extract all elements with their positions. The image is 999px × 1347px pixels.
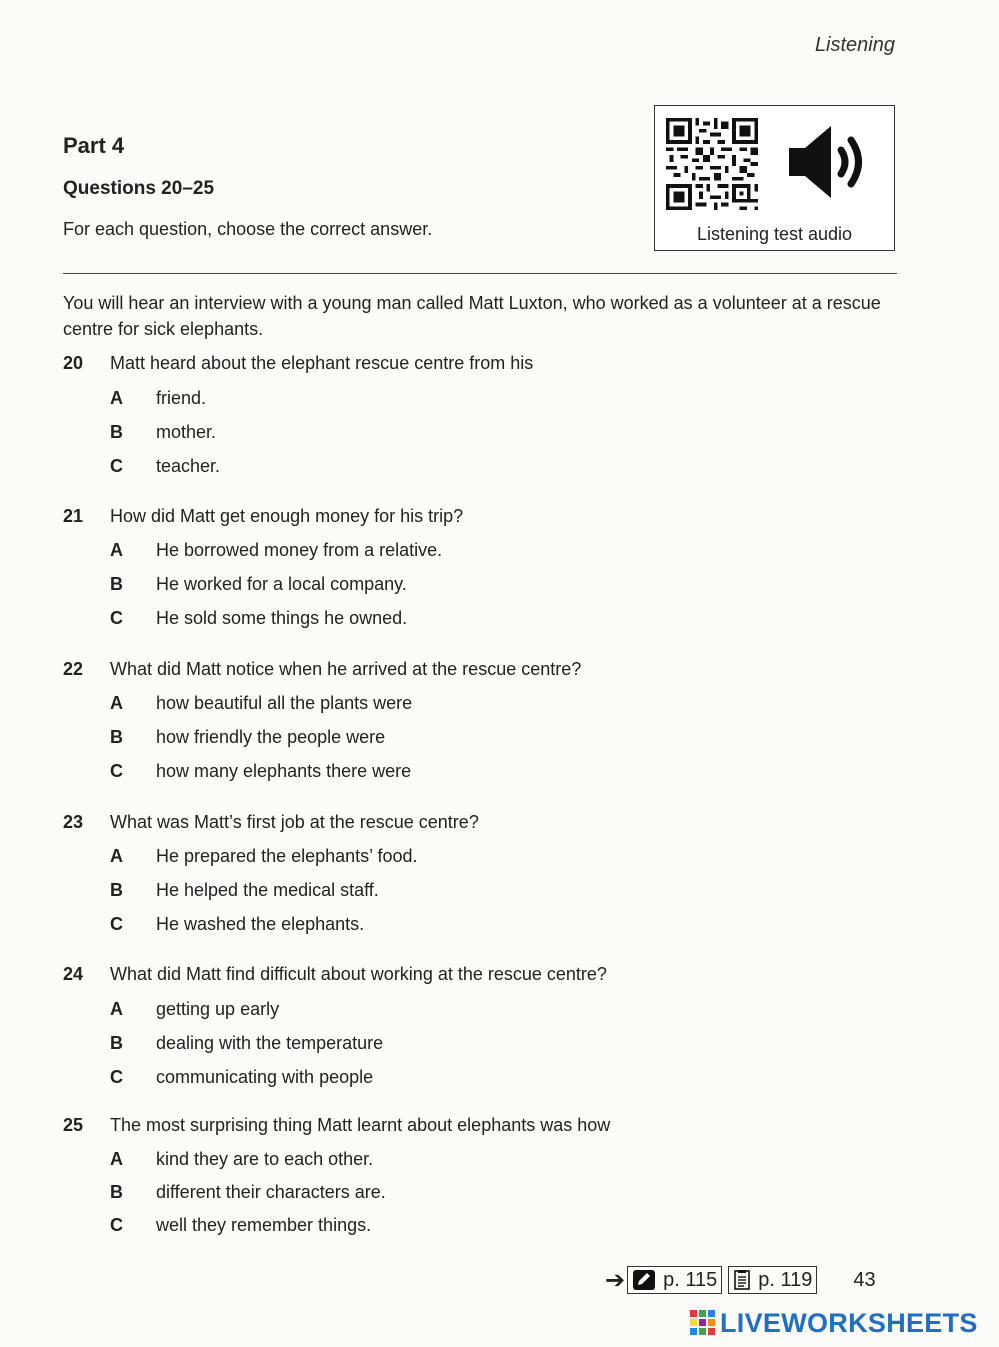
option-letter[interactable]: A [110, 693, 123, 713]
option-text[interactable]: He worked for a local company. [156, 574, 407, 594]
question-text: Matt heard about the elephant rescue centre from his [110, 353, 534, 373]
option-letter[interactable]: B [110, 574, 123, 594]
option-text[interactable]: dealing with the temperature [156, 1033, 384, 1053]
option-text[interactable]: how friendly the people were [156, 727, 386, 747]
option-letter[interactable]: A [110, 846, 123, 866]
question-text: What did Matt notice when he arrived at the rescue centre? [110, 659, 582, 679]
option-letter[interactable]: C [110, 761, 123, 781]
option-text[interactable]: He borrowed money from a relative. [156, 540, 443, 560]
option-letter[interactable]: A [110, 388, 123, 408]
option-letter[interactable]: C [110, 456, 123, 476]
question-number: 22 [63, 659, 84, 679]
option-text[interactable]: how beautiful all the plants were [156, 693, 413, 713]
liveworksheets-logo[interactable] [690, 1306, 978, 1340]
option-letter[interactable]: C [110, 1067, 123, 1087]
page-number: 43 [853, 1268, 876, 1291]
question-text: What was Matt’s first job at the rescue centre? [110, 812, 479, 832]
option-text[interactable]: mother. [156, 422, 217, 442]
arrow-right-icon: ➔ [605, 1266, 626, 1294]
question-number: 24 [63, 964, 84, 984]
liveworksheets-grid-icon [690, 1310, 716, 1336]
option-letter[interactable]: A [110, 540, 123, 560]
audio-box[interactable] [654, 105, 895, 251]
divider [63, 273, 897, 274]
option-letter[interactable]: B [110, 422, 123, 442]
option-text[interactable]: different their characters are. [156, 1182, 386, 1202]
option-letter[interactable]: C [110, 914, 123, 934]
option-text[interactable]: kind they are to each other. [156, 1149, 374, 1169]
option-letter[interactable]: A [110, 1149, 123, 1169]
questions-range: Questions 20–25 [63, 178, 215, 199]
question-number: 25 [63, 1115, 84, 1135]
option-text[interactable]: He helped the medical staff. [156, 880, 379, 900]
option-text[interactable]: He sold some things he owned. [156, 608, 408, 628]
intro-text: You will hear an interview with a young man called Matt Luxton, who worked as a volunteer at a rescue centre for sick elephants. [63, 293, 881, 339]
answer-key-link[interactable] [627, 1266, 722, 1294]
transcript-link[interactable] [728, 1266, 817, 1294]
option-letter[interactable]: B [110, 1182, 123, 1202]
question-text: The most surprising thing Matt learnt about elephants was how [110, 1115, 611, 1135]
question-number: 21 [63, 506, 84, 526]
section-label: Listening [814, 34, 895, 56]
option-text[interactable]: communicating with people [156, 1067, 374, 1087]
audio-caption: Listening test audio [696, 224, 853, 244]
document-icon [734, 1270, 750, 1290]
qr-code-icon[interactable] [666, 118, 758, 210]
option-text[interactable]: how many elephants there were [156, 761, 412, 781]
option-letter[interactable]: B [110, 880, 123, 900]
answer-key-page: p. 115 [663, 1268, 718, 1291]
question-number: 23 [63, 812, 84, 832]
option-text[interactable]: He washed the elephants. [156, 914, 365, 934]
option-text[interactable]: getting up early [156, 999, 280, 1019]
pen-icon [633, 1270, 655, 1290]
option-text[interactable]: teacher. [156, 456, 221, 476]
option-letter[interactable]: C [110, 1215, 123, 1235]
option-text[interactable]: friend. [156, 388, 207, 408]
brand-name: LIVEWORKSHEETS [720, 1307, 978, 1338]
question-text: What did Matt find difficult about working at the rescue centre? [110, 964, 607, 984]
page-footer [605, 1265, 876, 1295]
question-text: How did Matt get enough money for his trip? [110, 506, 464, 526]
option-letter[interactable]: C [110, 608, 123, 628]
option-letter[interactable]: A [110, 999, 123, 1019]
option-letter[interactable]: B [110, 1033, 123, 1053]
part-title: Part 4 [63, 133, 125, 158]
transcript-page: p. 119 [758, 1268, 813, 1291]
question-number: 20 [63, 353, 84, 373]
option-text[interactable]: well they remember things. [156, 1215, 372, 1235]
option-text[interactable]: He prepared the elephants’ food. [156, 846, 418, 866]
option-letter[interactable]: B [110, 727, 123, 747]
speaker-icon[interactable] [787, 124, 869, 200]
instruction-text: For each question, choose the correct answer. [63, 219, 433, 239]
